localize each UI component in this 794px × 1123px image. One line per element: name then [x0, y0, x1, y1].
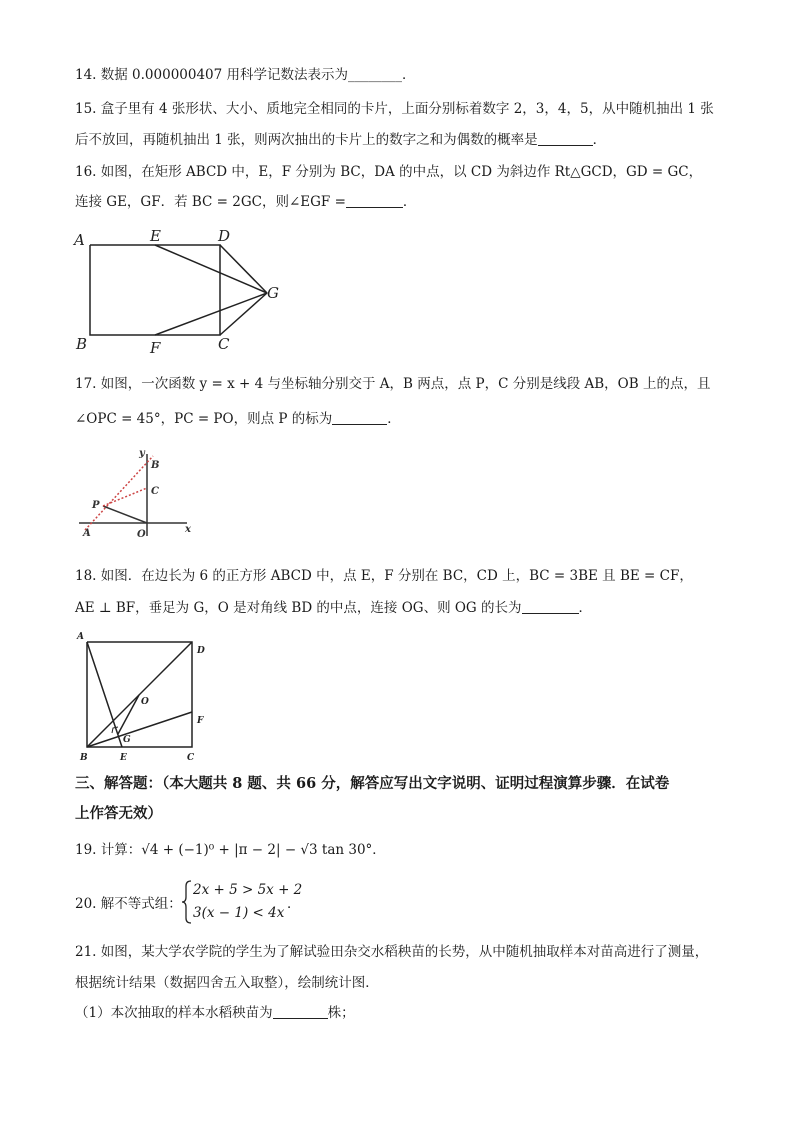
label-b: B: [80, 753, 88, 763]
inequality-2-text: 3(x − 1) < 4x: [193, 905, 285, 921]
label-y: y: [139, 448, 145, 459]
figure-rectangle-abcd: [70, 225, 290, 360]
inequality-2: [193, 904, 284, 922]
segment-gc: [220, 293, 267, 335]
question-18-text-1: 18. 如图．在边长为 6 的正方形 ABCD 中，点 E，F 分别在 BC，CD 上，BC = 3BE 且 BE = CF，: [75, 568, 693, 584]
label-d: D: [197, 646, 205, 656]
label-c: C: [218, 335, 230, 353]
label-b: B: [76, 335, 88, 353]
label-b: B: [151, 460, 160, 471]
label-o: O: [141, 697, 149, 707]
question-17-text-2: ∠OPC = 45°，PC = PO，则点 P 的标为: [75, 411, 333, 427]
segment-po: [103, 506, 147, 523]
question-18-tail: ．: [578, 600, 593, 616]
inequality-1: [193, 881, 302, 899]
answer-blank: [346, 193, 403, 208]
figure-linear-function: [75, 448, 200, 543]
brace-icon: [182, 880, 192, 924]
segment-ge: [155, 245, 267, 293]
label-e: E: [120, 753, 127, 763]
question-20-text: 20. 解不等式组：: [75, 896, 182, 912]
segment-ae: [87, 642, 122, 747]
inequality-1-text: 2x + 5 > 5x + 2: [193, 882, 303, 898]
question-17-line1: [75, 375, 710, 393]
question-16-line1: [75, 163, 702, 181]
section-3-heading-line2: [75, 805, 162, 823]
segment-bf: [87, 712, 192, 747]
question-18-line2: [75, 599, 592, 617]
question-16-text-1: 16. 如图，在矩形 ABCD 中，E，F 分别为 BC，DA 的中点，以 CD 为斜边作 Rt△GCD，GD = GC，: [75, 164, 703, 180]
question-15-line1: [75, 100, 714, 118]
question-21-text-3: （1）本次抽取的样本水稻秧苗为: [75, 1005, 273, 1021]
question-17-line2: [75, 410, 401, 428]
label-c: C: [151, 486, 159, 497]
figure-square-abcd: [75, 630, 215, 765]
label-g: G: [267, 284, 279, 302]
answer-blank: [538, 131, 593, 146]
question-17-tail: ．: [387, 411, 401, 427]
rectangle-edges: [90, 245, 220, 335]
label-x: x: [185, 524, 191, 535]
question-18-line1: [75, 567, 693, 585]
segment-gf: [155, 293, 267, 335]
question-14: [75, 66, 416, 84]
question-21-line2: [75, 974, 379, 992]
question-14-text: 14. 数据 0.000000407 用科学记数法表示为________．: [75, 67, 416, 83]
label-a: A: [83, 528, 91, 539]
section-3-heading-text-1: 三、解答题：（本大题共 8 题、共 66 分，解答应写出文字说明、证明过程演算步骤．在试卷: [75, 775, 670, 792]
label-f: F: [150, 339, 161, 357]
question-15-tail: ．: [592, 132, 607, 148]
question-20-tail: [287, 895, 301, 913]
diagonal-bd: [87, 642, 192, 747]
line-ab: [85, 456, 153, 530]
label-c: C: [187, 753, 195, 763]
label-o: O: [137, 529, 146, 540]
question-19: [75, 841, 386, 859]
segment-gd: [220, 245, 267, 293]
question-21-line1: [75, 943, 708, 961]
section-3-heading-text-2: 上作答无效）: [75, 805, 162, 822]
label-e: E: [150, 227, 161, 245]
answer-blank: [522, 599, 579, 614]
question-17-text-1: 17. 如图，一次函数 y = x + 4 与坐标轴分别交于 A，B 两点，点 P，C 分别是线段 AB，OB 上的点，且: [75, 376, 711, 392]
question-15-text-1: 15. 盒子里有 4 张形状、大小、质地完全相同的卡片，上面分别标着数字 2，3，4，5，从中随机抽出 1 张: [75, 101, 714, 117]
label-f: F: [197, 716, 204, 726]
label-a: A: [77, 632, 84, 642]
section-3-heading-line1: [75, 775, 669, 793]
segment-og: [118, 695, 139, 734]
label-p: P: [92, 500, 100, 511]
question-15-line2: [75, 131, 606, 149]
answer-blank: [273, 1004, 328, 1019]
answer-blank: [332, 410, 387, 425]
question-21-text-1: 21. 如图，某大学农学院的学生为了解试验田杂交水稻秧苗的长势，从中随机抽取样本对苗高进行了测量，: [75, 944, 709, 960]
question-18-text-2: AE ⊥ BF，垂足为 G，O 是对角线 BD 的中点，连接 OG、则 OG 的长为: [75, 600, 522, 616]
question-16-line2: [75, 193, 416, 211]
question-15-text-2: 后不放回，再随机抽出 1 张，则两次抽出的卡片上的数字之和为偶数的概率是: [75, 132, 538, 148]
question-16-tail: ．: [402, 194, 417, 210]
question-20-label: [75, 895, 182, 913]
label-d: D: [218, 227, 231, 245]
question-16-text-2: 连接 GE，GF．若 BC = 2GC，则∠EGF =: [75, 194, 346, 210]
question-19-text: 19. 计算：√4 + (−1)⁰ + |π − 2| − √3 tan 30°．: [75, 842, 386, 858]
label-g: G: [123, 735, 131, 745]
question-20-tail-text: ．: [287, 896, 301, 912]
question-21-tail: 株；: [327, 1005, 355, 1021]
question-21-text-2: 根据统计结果（数据四舍五入取整），绘制统计图．: [75, 975, 379, 991]
question-21-line3: [75, 1004, 355, 1022]
label-a: A: [74, 231, 85, 249]
